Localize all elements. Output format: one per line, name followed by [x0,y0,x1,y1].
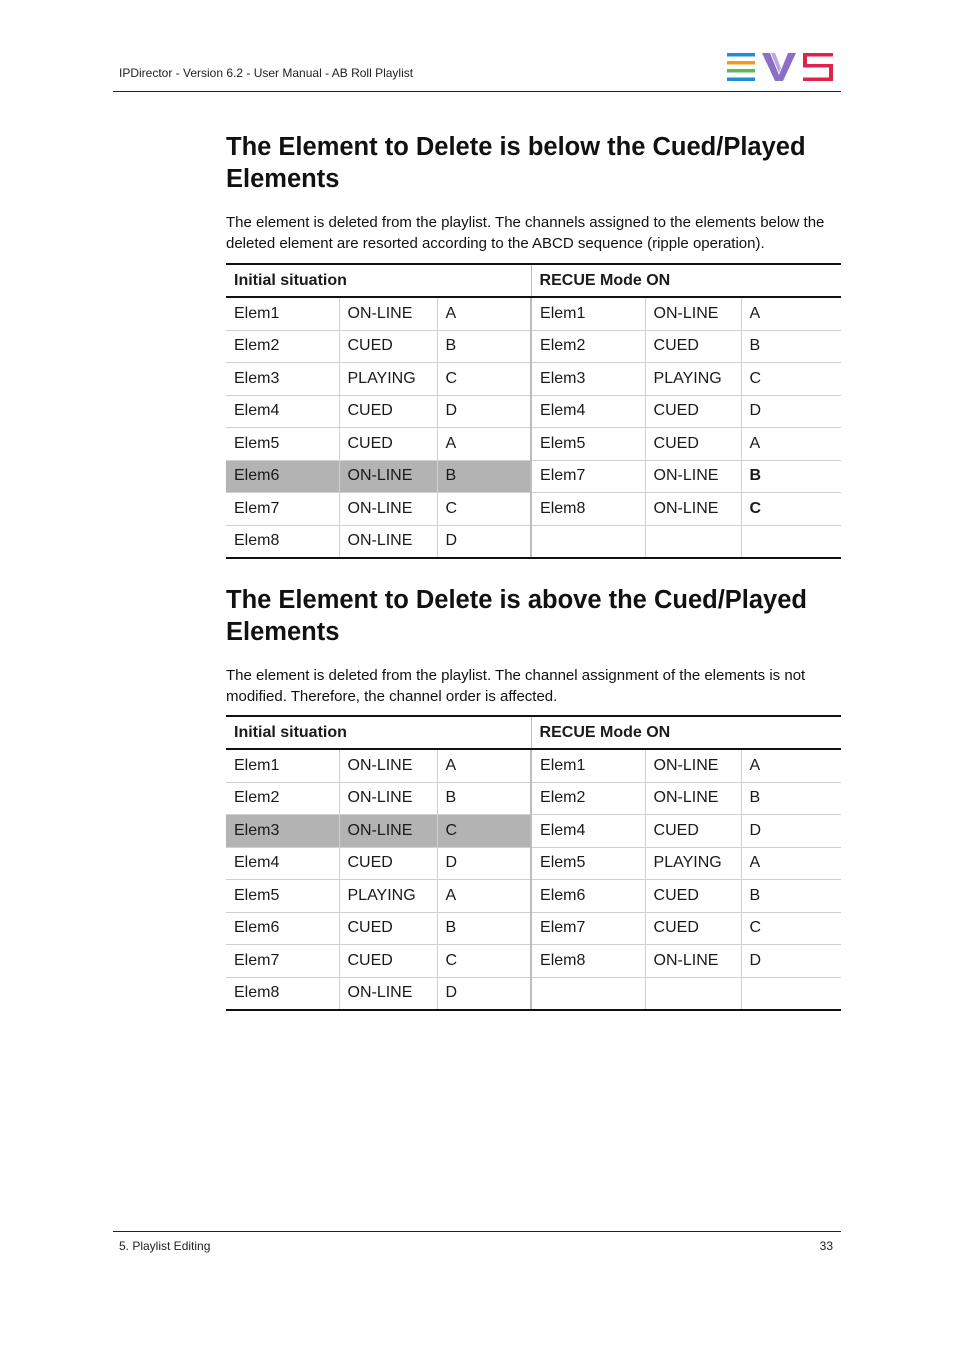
table-row [226,782,841,815]
table-cell: Elem2 [531,330,645,363]
changed-channel-cell: C [741,493,841,526]
table-cell: Elem5 [226,880,339,913]
changed-channel-cell: B [741,460,841,493]
table-cell: ON-LINE [645,945,741,978]
table-cell: B [437,330,531,363]
table-cell: ON-LINE [339,297,437,330]
section-2 [226,584,841,648]
table-row [226,525,841,558]
table-cell: D [437,847,531,880]
section-2-heading: The Element to Delete is above the Cued/Played Elements [226,586,807,646]
table-cell: CUED [645,880,741,913]
table-cell: Elem8 [531,945,645,978]
table-cell: PLAYING [339,363,437,396]
deleted-cell: B [437,460,531,493]
table-cell: Elem5 [531,847,645,880]
table-cell: CUED [645,330,741,363]
table-cell: Elem7 [226,493,339,526]
table-cell: A [437,297,531,330]
table-cell: PLAYING [645,363,741,396]
table-cell: C [437,363,531,396]
table-cell: Elem1 [531,749,645,782]
page-footer [113,1231,841,1262]
table-cell: Elem2 [531,782,645,815]
deleted-cell: ON-LINE [339,815,437,848]
recue-mode-header: RECUE Mode ON [531,264,841,297]
comparison-table-1 [226,263,841,559]
table-row-deleted [226,815,841,848]
table-cell: ON-LINE [339,493,437,526]
table-cell: C [741,363,841,396]
table-row [226,977,841,1010]
table-cell [531,525,645,558]
table-cell: Elem4 [226,395,339,428]
section-2-paragraph: The element is deleted from the playlist. The channel assignment of the elements is not modified. Therefore, the channel order is affected. [226,667,806,705]
table-cell: D [437,977,531,1010]
table-row [226,395,841,428]
table-cell: CUED [339,428,437,461]
table-cell: A [741,428,841,461]
section-1-body [226,212,841,254]
initial-situation-header: Initial situation [226,264,531,297]
table-cell: C [437,945,531,978]
page-header [113,0,841,92]
table-cell [741,977,841,1010]
table-row [226,297,841,330]
table-cell: B [741,330,841,363]
table-row [226,363,841,396]
table-cell: Elem8 [226,525,339,558]
table-cell: C [741,912,841,945]
initial-situation-header: Initial situation [226,716,531,749]
table-row [226,493,841,526]
table-cell: Elem8 [531,493,645,526]
deleted-cell: Elem6 [226,460,339,493]
table-cell: PLAYING [645,847,741,880]
table-cell: CUED [339,395,437,428]
table-row-deleted [226,460,841,493]
page-number: 33 [819,1239,833,1253]
table-cell: CUED [645,428,741,461]
table-cell: Elem4 [226,847,339,880]
table-cell: D [741,945,841,978]
table-cell: B [741,880,841,913]
table-cell: Elem4 [531,395,645,428]
footer-chapter: 5. Playlist Editing [119,1239,211,1253]
table-row [226,912,841,945]
table-cell: B [437,912,531,945]
table-cell: ON-LINE [645,782,741,815]
table-cell: Elem2 [226,330,339,363]
table-cell: Elem1 [226,297,339,330]
table-cell: D [437,525,531,558]
table-cell: ON-LINE [339,525,437,558]
table-cell: CUED [645,395,741,428]
deleted-cell: Elem3 [226,815,339,848]
table-cell: Elem7 [531,460,645,493]
table-cell: ON-LINE [339,782,437,815]
table-cell: Elem3 [226,363,339,396]
table-cell: ON-LINE [645,460,741,493]
table-cell: ON-LINE [645,297,741,330]
section-2-body [226,665,841,707]
table-cell: A [741,749,841,782]
table-cell: CUED [339,945,437,978]
table-cell: CUED [645,912,741,945]
recue-mode-header: RECUE Mode ON [531,716,841,749]
table-cell: Elem4 [531,815,645,848]
table-cell: Elem1 [226,749,339,782]
evs-logo [727,53,833,81]
table-row [226,945,841,978]
table-cell: ON-LINE [339,749,437,782]
table-row [226,847,841,880]
table-cell [645,525,741,558]
table-cell: Elem5 [226,428,339,461]
table-cell: C [437,493,531,526]
table-cell: CUED [339,847,437,880]
table-cell: PLAYING [339,880,437,913]
table-cell: D [741,815,841,848]
table-cell: A [437,749,531,782]
table-row [226,749,841,782]
table-cell: Elem5 [531,428,645,461]
table-cell: Elem8 [226,977,339,1010]
table-cell [741,525,841,558]
header-title: IPDirector - Version 6.2 - User Manual - AB Roll Playlist [119,66,414,80]
table-cell: ON-LINE [645,749,741,782]
table-cell: A [437,880,531,913]
table-cell: Elem7 [531,912,645,945]
table-cell: Elem2 [226,782,339,815]
table-cell: A [437,428,531,461]
section-1 [226,131,841,195]
section-1-paragraph: The element is deleted from the playlist. The channels assigned to the elements below the deleted element are resorted according to the ABCD sequence (ripple operation). [226,214,825,252]
table-cell: D [437,395,531,428]
table-cell: B [741,782,841,815]
table-cell: CUED [645,815,741,848]
table-cell: CUED [339,330,437,363]
table-cell: Elem6 [531,880,645,913]
section-1-heading: The Element to Delete is below the Cued/Played Elements [226,133,806,193]
table-cell: A [741,847,841,880]
table-row [226,880,841,913]
table-cell [531,977,645,1010]
table-cell: A [741,297,841,330]
table-cell: D [741,395,841,428]
table-cell [645,977,741,1010]
deleted-cell: ON-LINE [339,460,437,493]
table-cell: Elem1 [531,297,645,330]
table-cell: Elem6 [226,912,339,945]
table-row [226,330,841,363]
table-cell: ON-LINE [645,493,741,526]
table-cell: Elem3 [531,363,645,396]
comparison-table-2 [226,715,841,1011]
deleted-cell: C [437,815,531,848]
table-cell: ON-LINE [339,977,437,1010]
table-cell: Elem7 [226,945,339,978]
table-cell: B [437,782,531,815]
table-row [226,428,841,461]
table-cell: CUED [339,912,437,945]
